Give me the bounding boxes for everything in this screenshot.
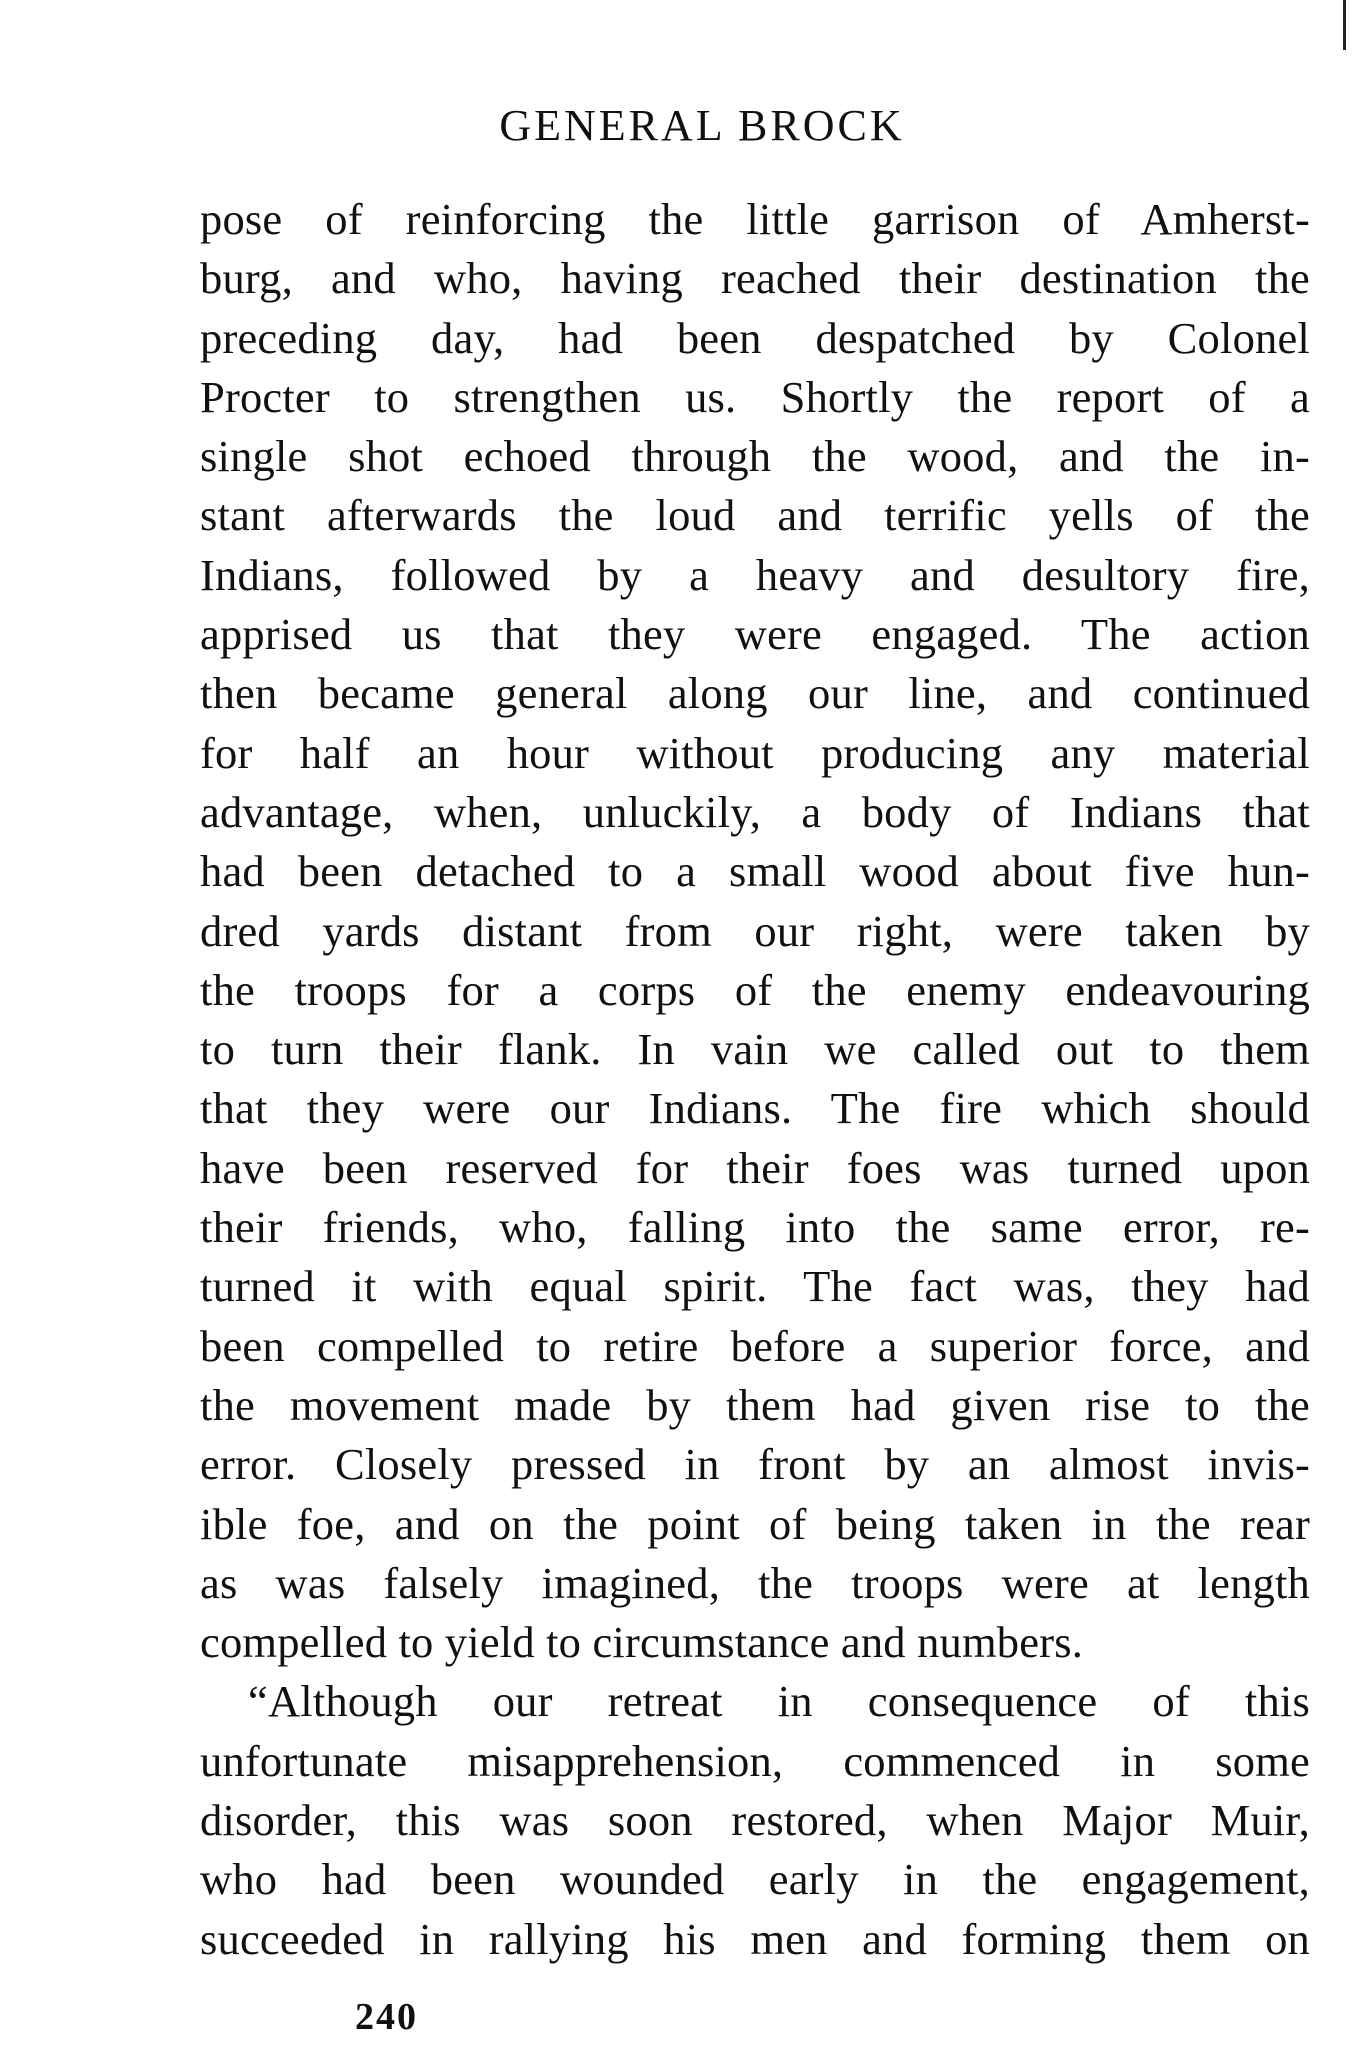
text-line: been compelled to retire before a superior force, and <box>200 1320 1310 1371</box>
paragraph-start-line: “Although our retreat in consequence of this <box>248 1676 1310 1727</box>
text-line: burg, and who, having reached their destination the <box>200 253 1310 304</box>
text-line: had been detached to a small wood about five hun- <box>200 846 1310 897</box>
text-line: the movement made by them had given rise to the <box>200 1379 1310 1430</box>
text-line: that they were our Indians. The fire which should <box>200 1083 1310 1134</box>
text-line: the troops for a corps of the enemy endeavouring <box>200 964 1310 1015</box>
page-edge-mark <box>1343 0 1346 50</box>
text-line: who had been wounded early in the engagement, <box>200 1854 1310 1905</box>
text-line: single shot echoed through the wood, and the in- <box>200 431 1310 482</box>
text-line: pose of reinforcing the little garrison of Amherst- <box>200 194 1310 244</box>
text-line: then became general along our line, and continued <box>200 668 1310 719</box>
running-head: GENERAL BROCK <box>499 101 905 150</box>
text-line: as was falsely imagined, the troops were at length <box>200 1557 1310 1608</box>
text-line: Procter to strengthen us. Shortly the report of a <box>200 371 1310 422</box>
text-line: dred yards distant from our right, were taken by <box>200 905 1310 956</box>
text-line: for half an hour without producing any material <box>200 727 1310 778</box>
text-line: turned it with equal spirit. The fact was, they had <box>200 1261 1310 1312</box>
text-line: stant afterwards the loud and terrific yells of the <box>200 490 1310 541</box>
text-line: disorder, this was soon restored, when Major Muir, <box>200 1795 1310 1846</box>
text-line: error. Closely pressed in front by an almost invis- <box>200 1439 1310 1490</box>
page-number: 240 <box>355 1996 418 2038</box>
text-line: ible foe, and on the point of being taken in the rear <box>200 1498 1310 1549</box>
text-line: have been reserved for their foes was turned upon <box>200 1142 1310 1193</box>
body-text <box>200 190 1310 1969</box>
text-line: to turn their flank. In vain we called out to them <box>200 1024 1310 1075</box>
text-line: preceding day, had been despatched by Colonel <box>200 312 1310 363</box>
text-line: advantage, when, unluckily, a body of Indians that <box>200 786 1310 837</box>
paragraph-end-line: compelled to yield to circumstance and numbers. <box>200 1617 1084 1668</box>
text-line: their friends, who, falling into the same error, re- <box>200 1202 1310 1253</box>
text-line: Indians, followed by a heavy and desultory fire, <box>200 549 1310 600</box>
text-line: succeeded in rallying his men and forming them on <box>200 1913 1310 1964</box>
text-line: unfortunate misapprehension, commenced in some <box>200 1735 1310 1786</box>
text-line: apprised us that they were engaged. The action <box>200 609 1310 660</box>
